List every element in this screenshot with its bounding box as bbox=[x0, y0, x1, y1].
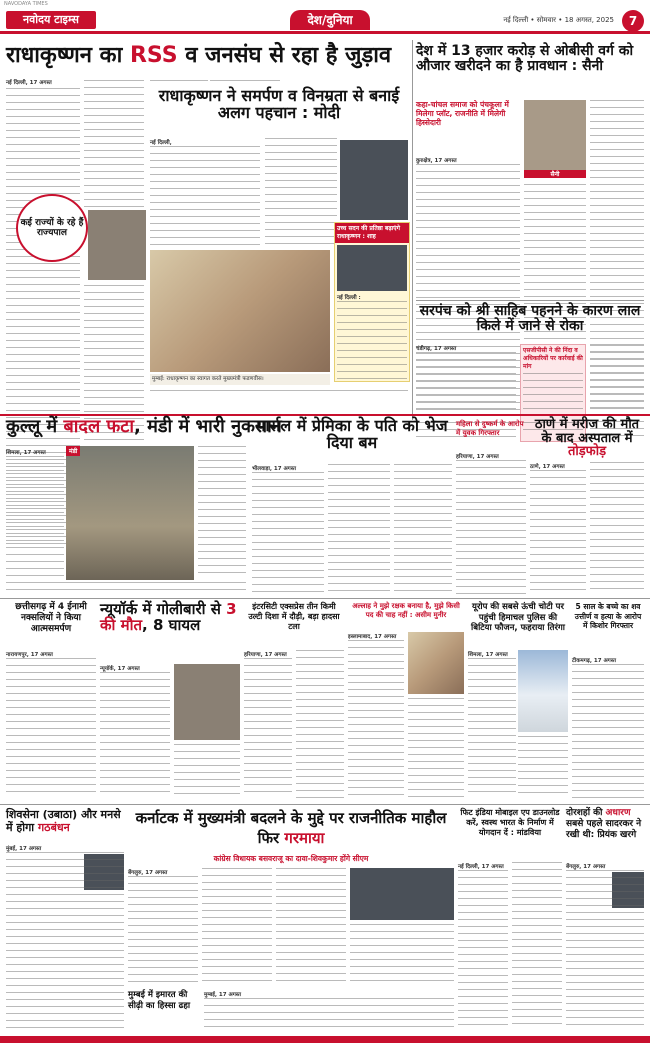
story1-subheadline: राधाकृष्णन ने समर्पण व विनम्रता से बनाई अलग पहचान : मोदी bbox=[158, 86, 400, 122]
story16-dateline: नई दिल्ली, 17 अगस्त bbox=[458, 864, 504, 870]
story2-kicker: कहा-चांचल समाज को पंचकूला में मिलेगा प्लॉट, राजनीति में मिलेगी हिस्सेदारी bbox=[416, 100, 509, 127]
story9-headline-part-a: न्यूयॉर्क में गोलीबारी से bbox=[100, 600, 227, 618]
story6-col1 bbox=[456, 452, 526, 596]
story7-headline-red: तोड़फोड़ bbox=[567, 444, 607, 460]
story8-col-text bbox=[6, 658, 96, 798]
story4-headline bbox=[6, 416, 282, 446]
story3-box-title: एसजीपीसी ने की निंदा व अधिकारियों पर कार्रवाई की मांग bbox=[523, 347, 583, 370]
story5-col1-text bbox=[252, 472, 324, 596]
story9-col1 bbox=[100, 664, 170, 800]
story15-headline-red: गरमाया bbox=[284, 829, 325, 847]
story13-dateline: टीकमगढ़, 17 अगस्त bbox=[572, 658, 617, 664]
story12-dateline: शिमला, 17 अगस्त bbox=[468, 652, 508, 658]
story9-headline-part-b: , 8 घायल bbox=[142, 615, 201, 634]
story1-photo-caption-text: मुम्बई: राधाकृष्णन का स्वागत करते मुख्यमंत्री फडणवीस। bbox=[150, 374, 330, 385]
story6-col1-text bbox=[456, 460, 526, 594]
story1-col4-text bbox=[210, 80, 280, 84]
rule bbox=[0, 804, 650, 805]
story15-kicker: कांग्रेस विधायक बसवराजू का दावा-शिवकुमार होंगे सीएम bbox=[213, 854, 369, 863]
story10-col1-text bbox=[244, 658, 292, 798]
story1-sub-col1-text bbox=[150, 146, 260, 251]
story10-headline: इंटरसिटी एक्सप्रेस तीन किमी उल्टी दिशा में दौड़ी, बड़ा हादसा टला bbox=[248, 602, 340, 631]
story9-col2-text bbox=[174, 744, 240, 800]
story16-col2-text bbox=[512, 862, 562, 1030]
story1-shah-text bbox=[337, 301, 407, 381]
story7-col1-text bbox=[530, 470, 586, 594]
brand-logo: नवोदय टाइम्स bbox=[6, 11, 96, 29]
story15-headline-part-a: कर्नाटक में मुख्यमंत्री बदलने के मुद्दे पर राजनीतिक माहौल फिर bbox=[135, 809, 447, 847]
story1-dateline: नई दिल्ली, 17 अगस्त bbox=[6, 80, 52, 86]
story12-col1 bbox=[468, 650, 516, 800]
story11-kicker: अल्लाह ने मुझे रक्षक बनाया है, मुझे किसी पद की चाह नहीं : असीम मुनीर bbox=[352, 602, 460, 619]
story18-col-text bbox=[204, 998, 454, 1032]
story4-col1-text bbox=[6, 456, 64, 576]
page-number: 7 bbox=[622, 10, 644, 32]
story15-col4-text bbox=[350, 924, 454, 986]
story16-headline: फिट इंडिया मोबाइल एप डाउनलोड करें, स्वस्थ भारत के निर्माण में योगदान दें : मांडविया bbox=[460, 808, 560, 837]
story4-headline-red: बादल फटा bbox=[63, 416, 135, 437]
story8-col bbox=[6, 650, 96, 800]
masthead-top-strip bbox=[0, 0, 650, 8]
story5-col2-text bbox=[328, 464, 390, 596]
story1-headline-rss: RSS bbox=[129, 43, 178, 68]
story7-dateline: ठाणे, 17 अगस्त bbox=[530, 464, 565, 470]
story4-headline-part-b: , मंडी में भारी नुकसान bbox=[134, 416, 282, 437]
story14-col bbox=[6, 844, 124, 1032]
story15-col1 bbox=[128, 868, 198, 988]
story2-photo-caption: सैनी bbox=[524, 170, 586, 178]
story8-headline: छत्तीसगढ़ में 4 ईनामी नक्सलियों ने किया आत्मसमर्पण bbox=[15, 602, 87, 634]
story7-col1 bbox=[530, 462, 586, 596]
story1-shah-photo bbox=[337, 245, 407, 291]
story18-headline: मुम्बई में इमारत की सीढ़ी का हिस्सा ढहा bbox=[128, 990, 191, 1011]
story1-headline-part-b: व जनसंघ से रहा है जुड़ाव bbox=[177, 43, 392, 68]
masthead-top-line: NAVODAYA TIMES bbox=[4, 1, 48, 7]
story12-col2-text bbox=[518, 736, 568, 798]
story4-dateline: शिमला, 17 अगस्त bbox=[6, 450, 46, 456]
story1-callout-text: कई राज्यों के रहे हैं राज्यपाल bbox=[20, 218, 84, 238]
story14-dateline: मुंबई, 17 अगस्त bbox=[6, 846, 42, 852]
story10-col2-text bbox=[296, 650, 344, 798]
story18-dateline: मुम्बई, 17 अगस्त bbox=[204, 992, 242, 998]
story12-headline: यूरोप की सबसे ऊंची चोटी पर पहुंची हिमाचल पुलिस की बिटिया फौजन, फहराया तिरंगा bbox=[471, 602, 565, 633]
masthead bbox=[0, 8, 650, 34]
story3-headline: सरपंच को श्री साहिब पहनने के कारण लाल किले में जाने से रोका bbox=[419, 303, 641, 334]
story17-headline-part-a: दोरशहों की bbox=[566, 808, 606, 818]
story10-col1 bbox=[244, 650, 292, 800]
story16-col1-text bbox=[458, 870, 508, 1030]
story4-bottom-text bbox=[6, 582, 246, 596]
story14-headline-red: गठबंधन bbox=[37, 821, 70, 834]
rule bbox=[0, 598, 650, 599]
story4-headline-part-a: कुल्लू में bbox=[6, 416, 64, 437]
story14-col-text bbox=[6, 852, 124, 1030]
story18-col bbox=[204, 990, 454, 1032]
story5-headline: पार्सल में प्रेमिका के पति को भेज दिया बम bbox=[256, 416, 448, 452]
story11-photo bbox=[408, 632, 464, 694]
story1-bottom-text bbox=[150, 390, 408, 394]
story15-headline bbox=[128, 808, 454, 852]
story2-dateline: कुरुक्षेत्र, 17 अगस्त bbox=[416, 158, 457, 164]
story6-dateline: हरियाणा, 17 अगस्त bbox=[456, 454, 499, 460]
story5-col1 bbox=[252, 464, 324, 598]
story9-col1-text bbox=[100, 672, 170, 798]
column-rule bbox=[412, 40, 413, 420]
story15-col2-text bbox=[202, 868, 272, 986]
story13-col bbox=[572, 656, 644, 800]
story8-dateline: नारायणपुर, 17 अगस्त bbox=[6, 652, 53, 658]
story4-col3-text bbox=[198, 446, 246, 576]
story9-headline bbox=[100, 602, 240, 662]
story11-col1-text bbox=[348, 640, 404, 798]
story1-shah-dateline: नई दिल्ली : bbox=[337, 295, 361, 301]
story6-kicker: महिला से दुष्कर्म के आरोप में युवक गिरफ्तार bbox=[456, 420, 524, 437]
bottom-strip bbox=[0, 1036, 650, 1043]
story10-dateline: हरियाणा, 17 अगस्त bbox=[244, 652, 287, 658]
story9-headline-red: 3 की मौत bbox=[100, 600, 237, 634]
story13-col-text bbox=[572, 664, 644, 798]
story7-headline bbox=[530, 418, 644, 458]
story1-inset-photo bbox=[88, 210, 146, 280]
story11-col2-text bbox=[408, 698, 464, 798]
story4-photo-label: मंडी bbox=[66, 446, 80, 456]
story15-dateline: बेंगलुरु, 17 अगस्त bbox=[128, 870, 168, 876]
story14-headline bbox=[6, 808, 124, 842]
story4-col1 bbox=[6, 448, 64, 578]
story17-dateline: बेंगलुरु, 17 अगस्त bbox=[566, 864, 606, 870]
story1-callout bbox=[16, 194, 88, 262]
story1-modi-photo bbox=[340, 140, 408, 220]
story15-photo bbox=[350, 868, 454, 920]
story5-dateline: भीलवाड़ा, 17 अगस्त bbox=[252, 466, 297, 472]
story1-shah-box-title: उच्च सदन की प्रतिष्ठा बढ़ाएंगे राधाकृष्णन : शाह bbox=[335, 223, 409, 243]
story12-col1-text bbox=[468, 658, 516, 798]
story1-headline-part-a: राधाकृष्णन का bbox=[6, 43, 130, 68]
story1-photo-caption bbox=[150, 374, 330, 386]
story17-headline-part-b: सबसे पहले सादरकर ने रखी थी: प्रियंक खरगे bbox=[566, 819, 642, 840]
story4-flood-photo bbox=[66, 446, 194, 580]
story7-col2-text bbox=[590, 462, 644, 594]
story16-col1 bbox=[458, 862, 508, 1032]
rule bbox=[416, 300, 644, 301]
story1-sub-col2-text bbox=[265, 138, 337, 246]
story1-sub-dateline: नई दिल्ली, bbox=[150, 140, 172, 146]
story2-headline: देश में 13 हजार करोड़ से ओबीसी वर्ग को औजार खरीदने का है प्रावधान : सैनी bbox=[416, 43, 634, 74]
story17-col-text bbox=[566, 870, 644, 1030]
story14-headline-part-a: शिवसेना (उबाठा) और मनसे में होगा bbox=[6, 808, 121, 834]
story15-col3-text bbox=[276, 868, 346, 986]
story7-headline-part-a: ठाणे में मरीज की मौत के बाद अस्पताल में bbox=[534, 417, 640, 446]
story5-col3-text bbox=[394, 464, 452, 596]
story1-col2a-text bbox=[84, 80, 144, 208]
story17-headline bbox=[566, 808, 644, 860]
story13-headline: 5 साल के बच्चे का शव उत्तीर्ण व हत्या के आरोप में किशोर गिरफ्तार bbox=[574, 602, 642, 630]
masthead-dateline: नई दिल्ली • सोमवार • 18 अगस्त, 2025 bbox=[503, 16, 614, 24]
story12-photo bbox=[518, 650, 568, 732]
story1-main-photo bbox=[150, 250, 330, 372]
story17-col bbox=[566, 862, 644, 1032]
story11-dateline: इस्लामाबाद, 17 अगस्त bbox=[348, 634, 397, 640]
story9-photo bbox=[174, 664, 240, 740]
story3-dateline: चंडीगढ़, 17 अगस्त bbox=[416, 346, 457, 352]
story15-col1-text bbox=[128, 876, 198, 986]
story11-col1 bbox=[348, 632, 404, 800]
story17-headline-red: अधारण bbox=[605, 808, 631, 818]
story1-shah-box bbox=[334, 222, 410, 382]
section-tag: देश/दुनिया bbox=[290, 10, 370, 30]
story1-col3-text bbox=[150, 80, 208, 84]
story9-dateline: न्यूयॉर्क, 17 अगस्त bbox=[100, 666, 140, 672]
story2-photo bbox=[524, 100, 586, 178]
story1-headline bbox=[6, 44, 411, 74]
